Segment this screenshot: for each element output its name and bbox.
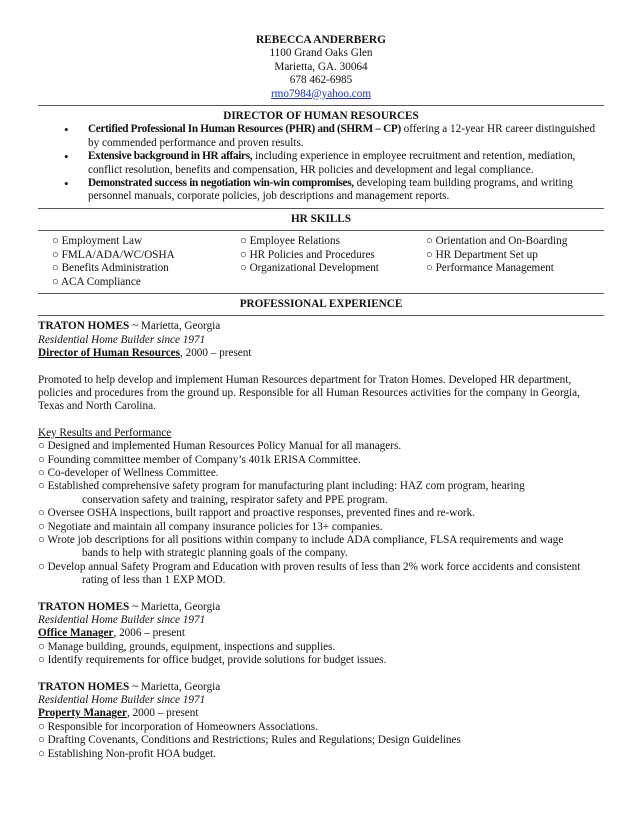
duties-list xyxy=(38,641,604,668)
skill-item: ○ Benefits Administration xyxy=(52,262,240,275)
divider xyxy=(38,289,604,298)
job-dates: , 2000 – present xyxy=(180,347,252,360)
divider xyxy=(38,101,604,110)
job-dates: , 2000 – present xyxy=(126,707,199,720)
divider xyxy=(38,226,604,235)
summary-title: DIRECTOR OF HUMAN RESOURCES xyxy=(223,110,419,123)
job-description: Promoted to help develop and implement Human Resources department for Traton Homes. Developed HR department, policies and procedures from the ground up. Responsible for all Human Resources activities for the company in Georgia, Texas and North Carolina. xyxy=(38,373,580,413)
duty-item: ○ Identify requirements for office budget, provide solutions for budget issues. xyxy=(38,654,604,667)
skill-item: ○ FMLA/ADA/WC/OSHA xyxy=(52,249,240,262)
result-item: ○ Develop annual Safety Program and Education with proven results of less than 2% work force accidents and consistent rating of less than 1 EXP MOD. xyxy=(38,561,604,588)
job-entry xyxy=(38,320,604,587)
results-list xyxy=(38,440,604,587)
summary-bullet: • Certified Professional In Human Resources (PHR) and (SHRM – CP) offering a 12-year HR career distinguished by commended performance and proven results. xyxy=(88,123,604,150)
duties-list xyxy=(38,721,604,761)
skill-item: ○ Orientation and On-Boarding xyxy=(426,235,596,248)
result-item: ○ Designed and implemented Human Resources Policy Manual for all managers. xyxy=(38,440,604,453)
company-location: ~ Marietta, Georgia xyxy=(129,680,221,693)
phone-line: 678 462-6985 xyxy=(289,74,353,87)
skill-item: ○ Employee Relations xyxy=(240,235,426,248)
company-name: TRATON HOMES xyxy=(38,680,130,693)
address-line: 1100 Grand Oaks Glen xyxy=(269,47,373,60)
company-tagline: Residential Home Builder since 1971 xyxy=(38,694,206,707)
divider xyxy=(38,204,604,213)
skill-item: ○ Performance Management xyxy=(426,262,596,275)
experience-title: PROFESSIONAL EXPERIENCE xyxy=(239,297,403,310)
results-label: Key Results and Performance xyxy=(38,426,172,439)
summary-bullet: • Extensive background in HR affairs, including experience in employee recruitment and retention, mediation, conflict resolution, benefits and compensation, HR policies and development and legal compliance. xyxy=(88,150,604,177)
job-entry xyxy=(38,601,604,668)
summary-list xyxy=(38,123,604,203)
company-location: ~ Marietta, Georgia xyxy=(129,600,221,613)
summary-bullet: • Demonstrated success in negotiation win-win compromises, developing team building programs, and writing personnel manuals, corporate policies, job descriptions and management reports. xyxy=(88,177,604,204)
city-line: Marietta, GA. 30064 xyxy=(274,60,368,73)
skill-item: ○ HR Policies and Procedures xyxy=(240,249,426,262)
result-item: ○ Wrote job descriptions for all positions within company to include ADA compliance, FLSA requirements and wage bands to help with strategic planning goals of the company. xyxy=(38,534,604,561)
job-entry xyxy=(38,681,604,761)
duty-item: ○ Drafting Covenants, Conditions and Restrictions; Rules and Regulations; Design Guidelines xyxy=(38,734,604,747)
duty-item: ○ Manage building, grounds, equipment, inspections and supplies. xyxy=(38,641,604,654)
company-name: TRATON HOMES xyxy=(38,600,130,613)
company-tagline: Residential Home Builder since 1971 xyxy=(38,333,206,346)
skill-item: ○ Employment Law xyxy=(52,235,240,248)
candidate-name: REBECCA ANDERBERG xyxy=(255,34,387,46)
skill-item: ○ ACA Compliance xyxy=(52,276,240,289)
result-item: ○ Founding committee member of Company’s 401k ERISA Committee. xyxy=(38,454,604,467)
divider xyxy=(38,311,604,320)
job-title: Office Manager xyxy=(38,627,114,640)
skills-grid xyxy=(38,235,604,289)
email-link[interactable]: rmo7984@yahoo.com xyxy=(270,87,372,100)
skill-item: ○ HR Department Set up xyxy=(426,249,596,262)
company-location: ~ Marietta, Georgia xyxy=(129,320,221,333)
job-dates: , 2006 – present xyxy=(113,627,185,640)
result-item: ○ Negotiate and maintain all company insurance policies for 13+ companies. xyxy=(38,521,604,534)
skill-item: ○ Organizational Development xyxy=(240,262,426,275)
result-item: ○ Established comprehensive safety program for manufacturing plant including: HAZ com program, hearing conservation safety and training, respirator safety and PPE program. xyxy=(38,480,604,507)
result-item: ○ Oversee OSHA inspections, built rapport and proactive responses, prevented fines and re-work. xyxy=(38,507,604,520)
result-item: ○ Co-developer of Wellness Committee. xyxy=(38,467,604,480)
resume-page xyxy=(38,34,604,761)
company-name: TRATON HOMES xyxy=(38,320,130,333)
duty-item: ○ Establishing Non-profit HOA budget. xyxy=(38,748,604,761)
job-title: Director of Human Resources xyxy=(38,347,180,360)
contact-header xyxy=(38,34,604,101)
job-title: Property Manager xyxy=(38,707,127,720)
duty-item: ○ Responsible for incorporation of Homeowners Associations. xyxy=(38,721,604,734)
skills-title: HR SKILLS xyxy=(290,212,351,225)
company-tagline: Residential Home Builder since 1971 xyxy=(38,614,206,627)
